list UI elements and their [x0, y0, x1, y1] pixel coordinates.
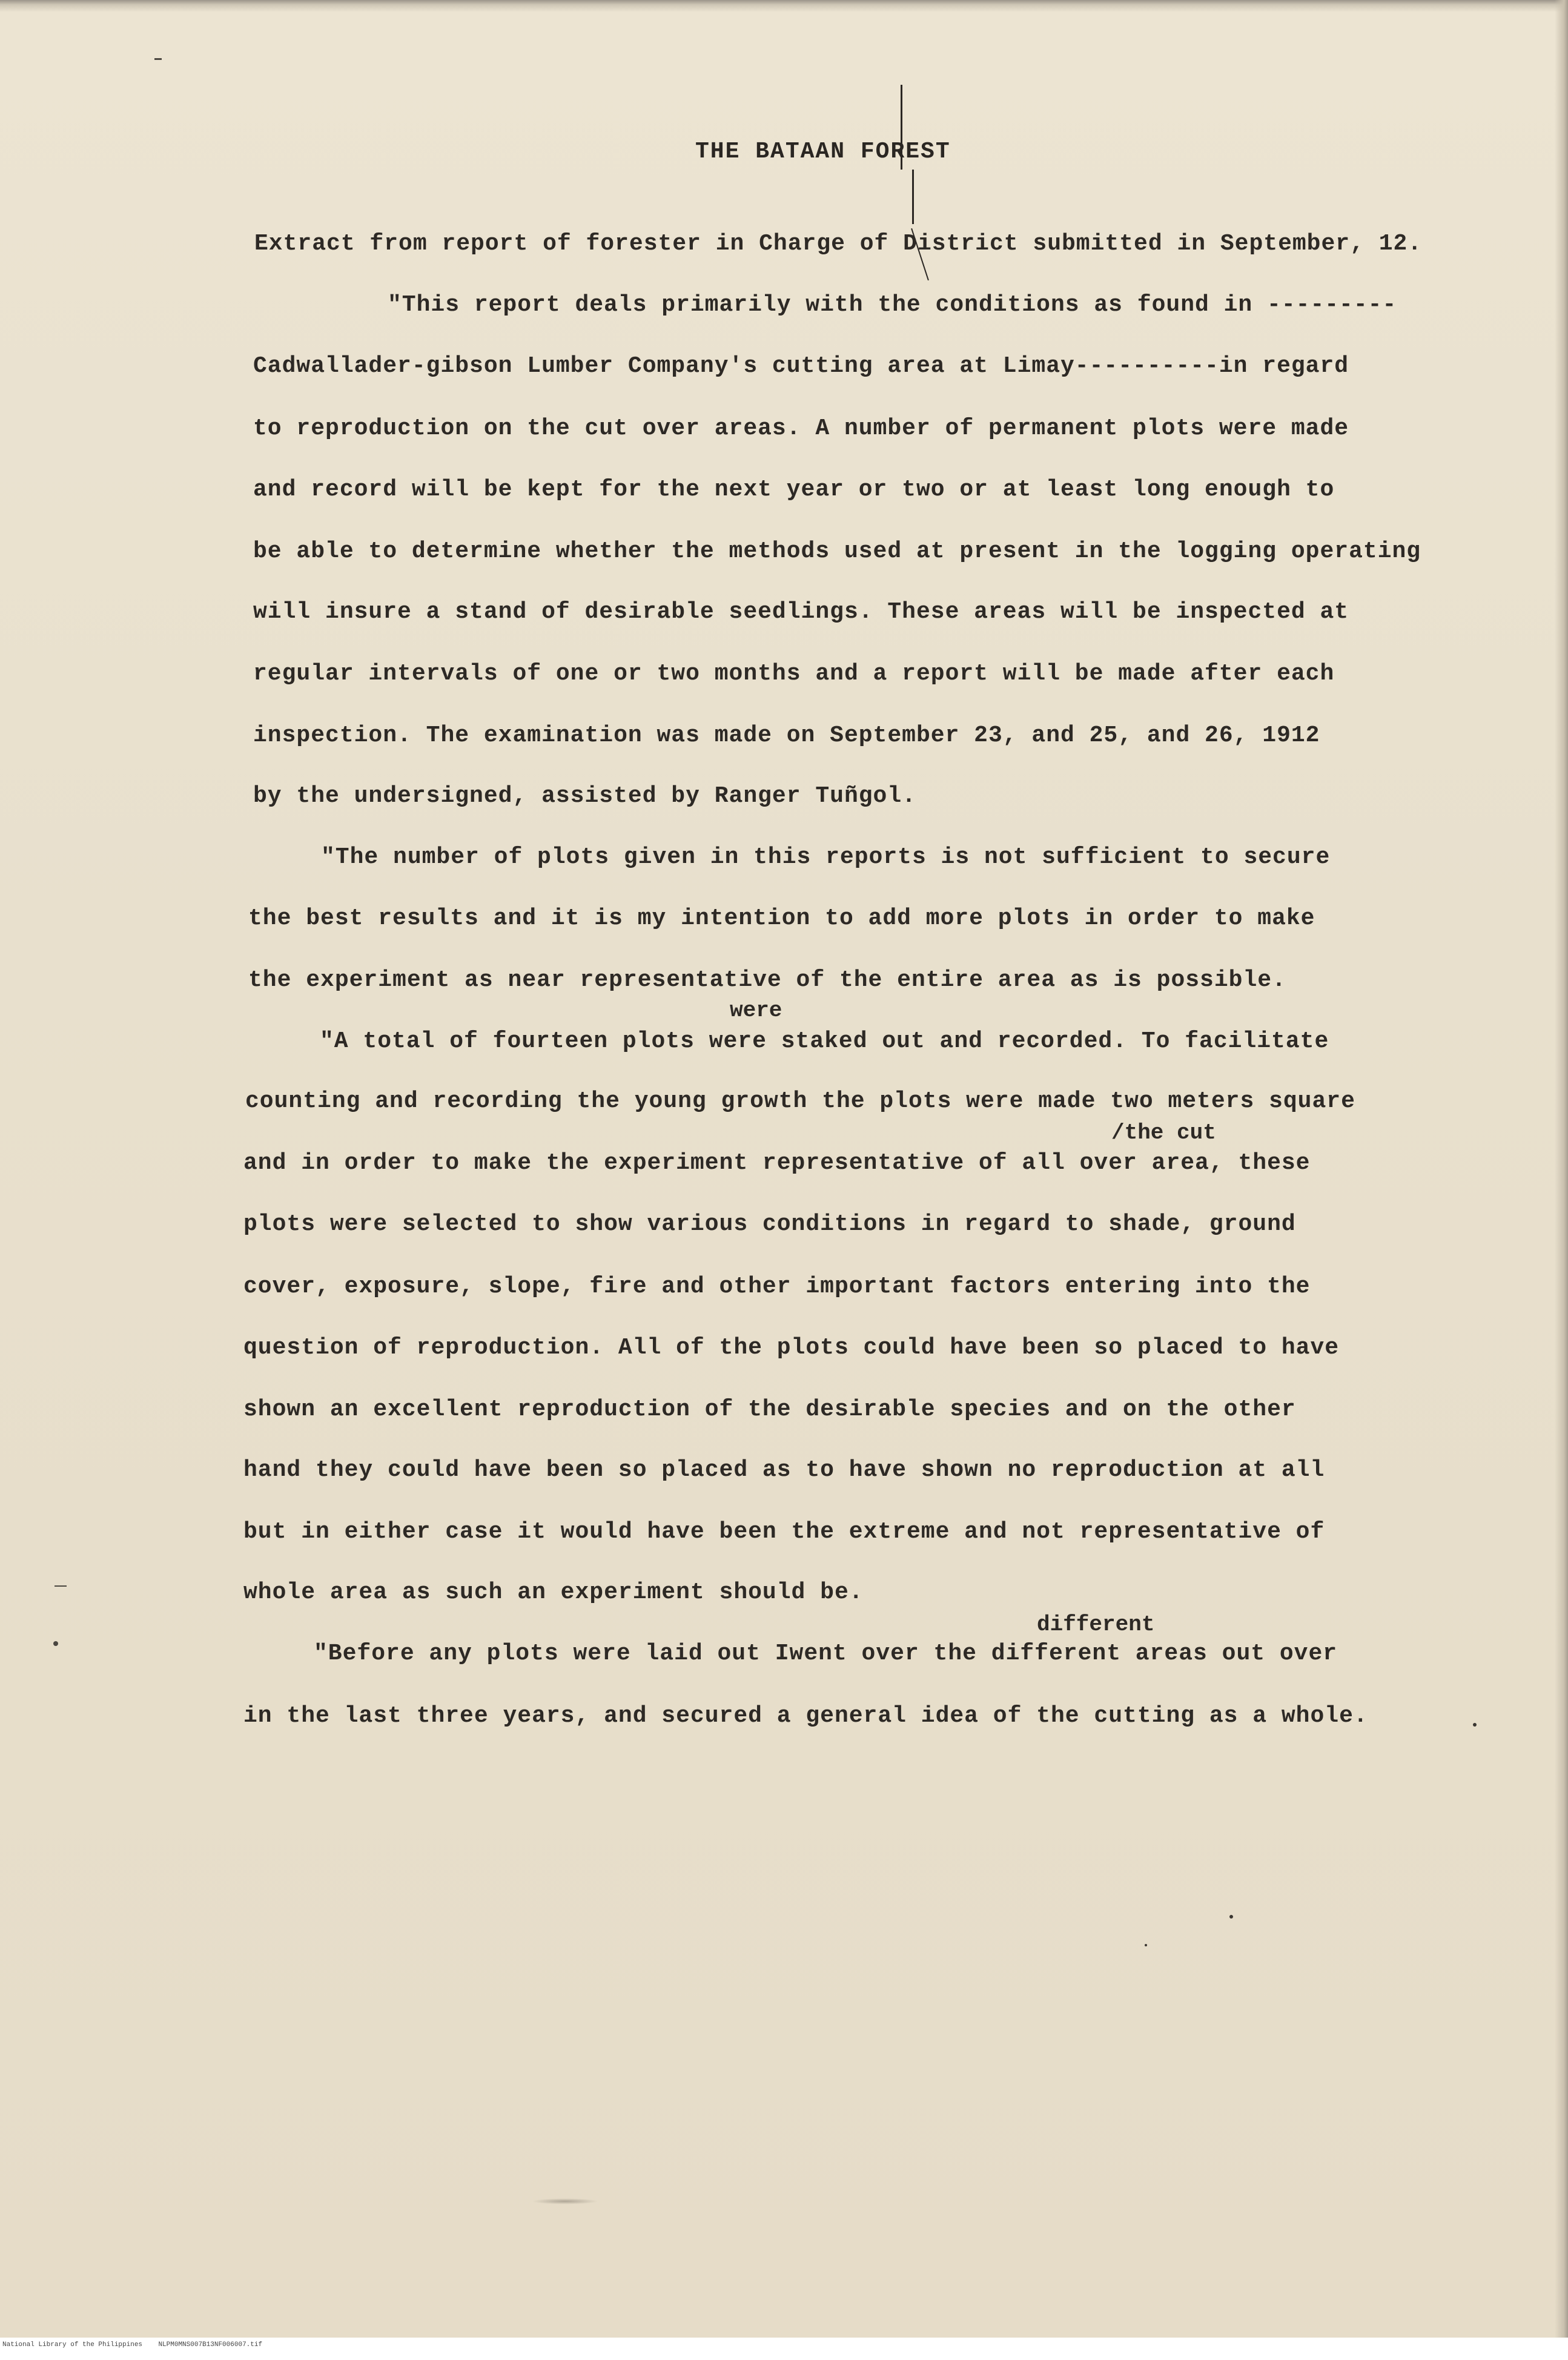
text-line: will insure a stand of desirable seedlings. These areas will be inspected at: [253, 599, 1349, 625]
text-line: and in order to make the experiment representative of all over area, these: [243, 1150, 1311, 1176]
insertion-the-cut: /the cut: [1111, 1120, 1216, 1145]
scan-footer-text: National Library of the Philippines NLPM0MNS007B13NF006007.tif: [2, 2341, 263, 2348]
text-line: "A total of fourteen plots were staked out and recorded. To facilitate: [320, 1028, 1329, 1054]
text-line: inspection. The examination was made on September 23, and 25, and 26, 1912: [253, 722, 1320, 749]
text-line: the experiment as near representative of the entire area as is possible.: [248, 967, 1286, 993]
left-margin-tick: [55, 1585, 67, 1587]
text-line: whole area as such an experiment should be.: [243, 1579, 864, 1605]
text-line: but in either case it would have been the extreme and not representative of: [243, 1519, 1325, 1545]
insertion-different: different: [1037, 1612, 1155, 1637]
ink-speck: [1145, 1944, 1147, 1946]
ink-speck: [1473, 1723, 1477, 1727]
text-line: in the last three years, and secured a general idea of the cutting as a whole.: [243, 1703, 1368, 1729]
text-line: Cadwallader-gibson Lumber Company's cutting area at Limay----------in regard: [253, 353, 1349, 379]
insertion-were: were: [730, 998, 782, 1023]
text-line: to reproduction on the cut over areas. A number of permanent plots were made: [253, 415, 1349, 441]
document-title: THE BATAAN FOREST: [695, 139, 951, 165]
text-line: the best results and it is my intention to add more plots in order to make: [248, 905, 1315, 931]
text-line: "Before any plots were laid out Iwent over the different areas out over: [314, 1641, 1338, 1667]
text-line: counting and recording the young growth the plots were made two meters square: [245, 1088, 1355, 1114]
text-line: shown an excellent reproduction of the desirable species and on the other: [243, 1396, 1296, 1423]
text-line: regular intervals of one or two months and a report will be made after each: [253, 661, 1335, 687]
text-line: be able to determine whether the methods used at present in the logging operating: [253, 538, 1421, 564]
left-margin-tick: [154, 58, 162, 60]
page-right-edge: [1555, 0, 1568, 2360]
text-line: hand they could have been so placed as to have shown no reproduction at all: [243, 1457, 1325, 1483]
ink-speck: [1229, 1915, 1233, 1919]
text-line: cover, exposure, slope, fire and other important factors entering into the: [243, 1274, 1311, 1300]
text-line: by the undersigned, assisted by Ranger Tuñgol.: [253, 783, 916, 809]
left-margin-tick: [53, 1641, 58, 1646]
text-line: "The number of plots given in this reports is not sufficient to secure: [321, 844, 1331, 870]
text-line: Extract from report of forester in Charge of District submitted in September, 12.: [254, 231, 1423, 257]
page-top-edge: [0, 0, 1568, 12]
pencil-mark: [912, 170, 914, 224]
paper-smudge: [532, 2198, 598, 2204]
text-line: plots were selected to show various conditions in regard to shade, ground: [243, 1211, 1296, 1237]
text-line: question of reproduction. All of the plots could have been so placed to have: [243, 1335, 1340, 1361]
text-line: "This report deals primarily with the conditions as found in ---------: [388, 292, 1397, 318]
text-line: and record will be kept for the next year or two or at least long enough to: [253, 477, 1335, 503]
